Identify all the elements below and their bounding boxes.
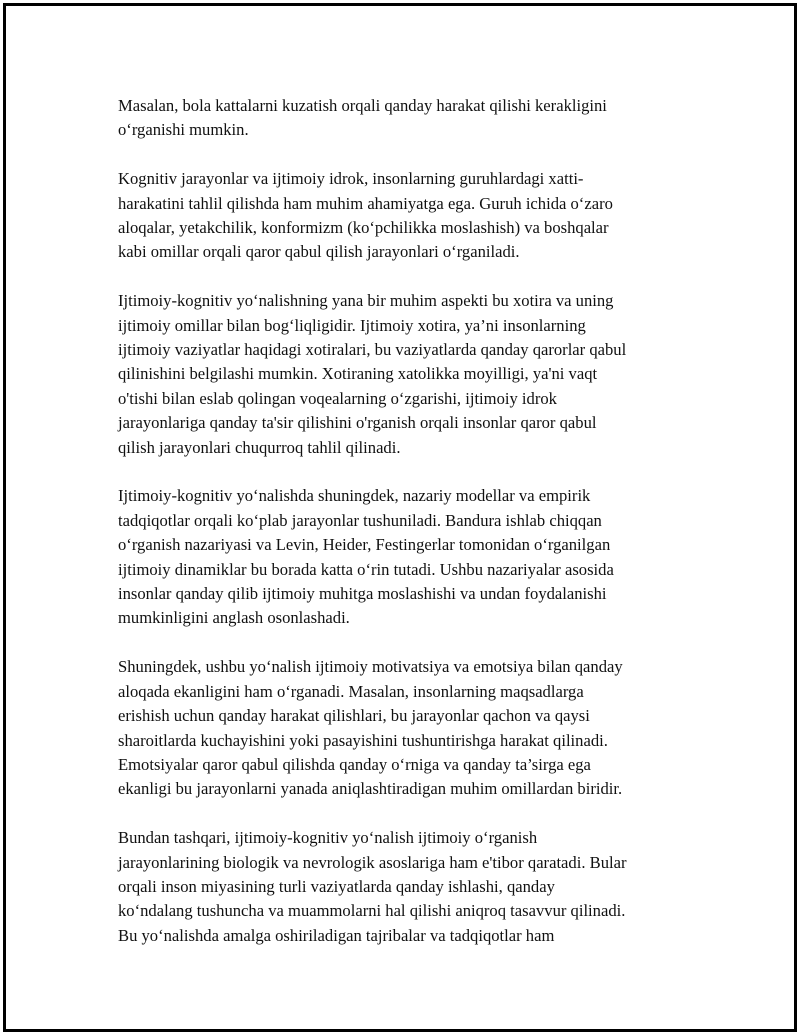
paragraph-1 (118, 94, 690, 143)
text-line: Kognitiv jarayonlar va ijtimoiy idrok, insonlarning guruhlardagi xatti- (118, 169, 584, 189)
text-line: jarayonlariga qanday ta'sir qilishini o'rganish orqali insonlar qaror qabul (118, 413, 597, 433)
text-line: Ijtimoiy-kognitiv yo‘nalishning yana bir muhim aspekti bu xotira va uning (118, 291, 614, 311)
text-line: insonlar qanday qilib ijtimoiy muhitga moslashishi va undan foydalanishi (118, 584, 607, 604)
text-line: ijtimoiy dinamiklar bu borada katta o‘rin tutadi. Ushbu nazariyalar asosida (118, 559, 614, 579)
text-line: jarayonlarining biologik va nevrologik asoslariga ham e'tibor qaratadi. Bular (118, 852, 627, 872)
text-line: Ijtimoiy-kognitiv yo‘nalishda shuningdek, nazariy modellar va empirik (118, 486, 591, 506)
text-line: erishish uchun qanday harakat qilishlari, bu jarayonlar qachon va qaysi (118, 706, 590, 726)
text-line: ko‘ndalang tushuncha va muammolarni hal qilishi aniqroq tasavvur qilinadi. (118, 901, 626, 921)
document-body (118, 94, 690, 973)
paragraph-6 (118, 826, 690, 948)
paragraph-5 (118, 655, 690, 801)
text-line: Bundan tashqari, ijtimoiy-kognitiv yo‘nalish ijtimoiy o‘rganish (118, 828, 538, 848)
text-line: ijtimoiy vaziyatlar haqidagi xotiralari, bu vaziyatlarda qanday qarorlar qabul (118, 340, 627, 360)
text-line: o‘rganish nazariyasi va Levin, Heider, Festingerlar tomonidan o‘rganilgan (118, 535, 611, 555)
text-line: aloqada ekanligini ham o‘rganadi. Masalan, insonlarning maqsadlarga (118, 681, 584, 701)
text-line: ekanligi bu jarayonlarni yanada aniqlashtiradigan muhim omillardan biridir. (118, 779, 623, 799)
text-line: qilish jarayonlari chuqurroq tahlil qilinadi. (118, 437, 401, 457)
text-line: aloqalar, yetakchilik, konformizm (ko‘pchilikka moslashish) va boshqalar (118, 218, 609, 238)
text-line: harakatini tahlil qilishda ham muhim ahamiyatga ega. Guruh ichida o‘zaro (118, 193, 613, 213)
text-line: Masalan, bola kattalarni kuzatish orqali qanday harakat qilishi kerakligini (118, 96, 607, 115)
paragraph-2 (118, 167, 690, 265)
text-line: kabi omillar orqali qaror qabul qilish jarayonlari o‘rganiladi. (118, 242, 520, 262)
text-line: mumkinligini anglash osonlashadi. (118, 608, 350, 628)
text-line: o'tishi bilan eslab qolingan voqealarning o‘zgarishi, ijtimoiy idrok (118, 388, 557, 408)
text-line: orqali inson miyasining turli vaziyatlarda qanday ishlashi, qanday (118, 876, 555, 896)
text-line: Bu yo‘nalishda amalga oshiriladigan tajribalar va tadqiqotlar ham (118, 925, 555, 945)
text-line: ijtimoiy omillar bilan bog‘liqligidir. Ijtimoiy xotira, ya’ni insonlarning (118, 315, 586, 335)
paragraph-4 (118, 484, 690, 630)
paragraph-3 (118, 289, 690, 460)
text-line: tadqiqotlar orqali ko‘plab jarayonlar tushuniladi. Bandura ishlab chiqqan (118, 510, 602, 530)
text-line: o‘rganishi mumkin. (118, 120, 249, 140)
text-line: Shuningdek, ushbu yo‘nalish ijtimoiy motivatsiya va emotsiya bilan qanday (118, 657, 623, 677)
text-line: sharoitlarda kuchayishini yoki pasayishini tushuntirishga harakat qilinadi. (118, 730, 608, 750)
text-line: qilinishini belgilashi mumkin. Xotiraning xatolikka moyilligi, ya'ni vaqt (118, 364, 598, 384)
text-line: Emotsiyalar qaror qabul qilishda qanday o‘rniga va qanday ta’sirga ega (118, 754, 591, 774)
